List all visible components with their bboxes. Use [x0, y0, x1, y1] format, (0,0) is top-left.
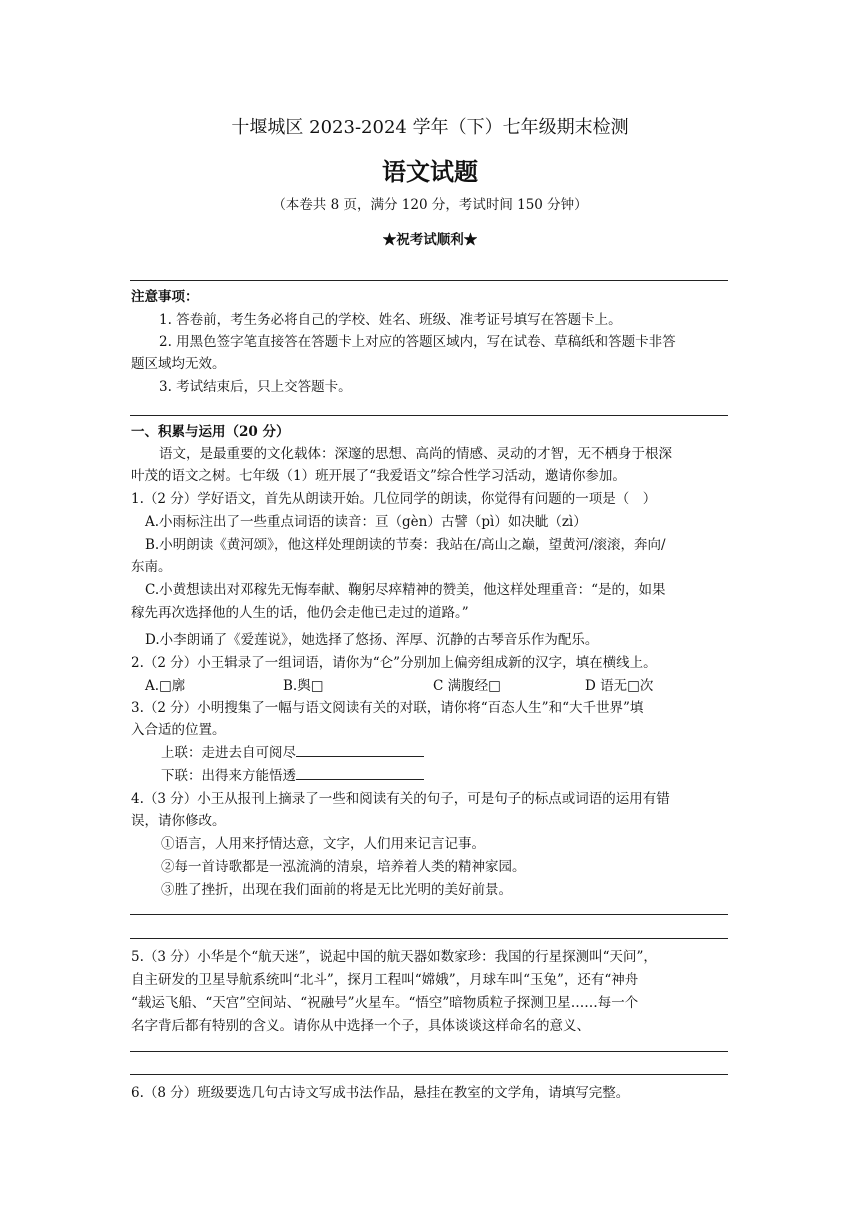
question-6-stem: 6.（8 分）班级要选几句古诗文写成书法作品，悬挂在教室的文学角，请填写完整。 [131, 1085, 630, 1101]
question-1-option-c: 稼先再次选择他的人生的话，他仍会走他已走过的道路。” [131, 605, 469, 621]
exam-title: 十堰城区 2023-2024 学年（下）七年级期末检测 [231, 117, 629, 138]
intro-text: 语文，是最重要的文化载体：深邃的思想、高尚的情感、灵动的才智，无不栖身于根深 [159, 446, 672, 462]
question-1-option-c: C.小黄想读出对邓稼先无悔奉献、鞠躬尽瘁精神的赞美，他这样处理重音：“是的，如果 [145, 582, 666, 598]
answer-blank[interactable] [296, 765, 424, 780]
question-3-stem: 3.（2 分）小明搜集了一幅与语文阅读有关的对联，请你将“百态人生”和“大千世界”填 [131, 700, 644, 716]
exam-info: （本卷共 8 页，满分 120 分，考试时间 150 分钟） [272, 197, 588, 213]
question-4-sentence: ①语言，人用来抒情达意，文字，人们用来记言记事。 [161, 836, 485, 852]
question-1-option-a: A.小雨标注出了一些重点词语的读音：亘（gèn）古譬（pì）如决眦（zì） [145, 514, 587, 530]
notice-item: 2. 用黑色签字笔直接答在答题卡上对应的答题区域内，写在试卷、草稿纸和答题卡非答 [159, 334, 676, 350]
divider-notice [130, 415, 728, 416]
couplet-lower [161, 765, 424, 786]
question-2-option: A.□廓 [145, 678, 186, 694]
question-1-stem: 1.（2 分）学好语文，首先从朗读开始。几位同学的朗读，你觉得有问题的一项是（ ） [131, 491, 657, 507]
question-5-stem: 名字背后都有特别的含义。请你从中选择一个子，具体谈谈这样命名的意义、 [131, 1018, 590, 1034]
question-4-stem: 4.（3 分）小王从报刊上摘录了一些和阅读有关的句子，可是句子的标点或词语的运用有错 [131, 791, 670, 807]
question-4-sentence: ③胜了挫折，出现在我们面前的将是无比光明的美好前景。 [161, 882, 512, 898]
notice-item: 3. 考试结束后，只上交答题卡。 [159, 379, 352, 395]
section-heading: 一、积累与运用（20 分） [131, 424, 290, 440]
divider-top [130, 280, 728, 281]
question-1-option-d: D.小李朗诵了《爱莲说》，她选择了悠扬、浑厚、沉静的古琴音乐作为配乐。 [145, 632, 599, 648]
question-1-option-b: 东南。 [131, 559, 172, 575]
question-2-option: C 满腹经□ [433, 678, 501, 694]
wish-line: ★祝考试顺利★ [382, 232, 478, 248]
subject-title: 语文试题 [382, 157, 478, 186]
question-2-option: B.舆□ [283, 678, 324, 694]
question-2-stem: 2.（2 分）小王辑录了一组词语，请你为“仑”分别加上偏旁组成新的汉字，填在横线上。 [131, 655, 657, 671]
couplet-lower-text: 下联：出得来方能悟透 [161, 768, 296, 784]
intro-text: 叶茂的语文之树。七年级（1）班开展了“我爱语文”综合性学习活动，邀请你参加。 [131, 468, 626, 484]
notice-item: 1. 答卷前，考生务必将自己的学校、姓名、班级、准考证号填写在答题卡上。 [159, 312, 622, 328]
question-5-stem: “载运飞船、“天宫”空间站、“祝融号”火星车。“悟空”暗物质粒子探测卫星……每一个 [131, 995, 639, 1011]
question-3-stem: 入合适的位置。 [131, 722, 226, 738]
notice-heading: 注意事项： [131, 289, 199, 305]
answer-line[interactable] [130, 1074, 728, 1075]
question-2-option: D 语无□次 [585, 678, 654, 694]
question-5-stem: 5.（3 分）小华是个“航天迷”，说起中国的航天器如数家珍：我国的行星探测叫“天问”， [131, 949, 657, 965]
question-4-sentence: ②每一首诗歌都是一泓流淌的清泉，培养着人类的精神家园。 [161, 859, 526, 875]
answer-blank[interactable] [296, 742, 424, 757]
answer-line[interactable] [130, 1051, 728, 1052]
question-4-stem: 误，请你修改。 [131, 813, 226, 829]
couplet-upper [161, 742, 424, 763]
couplet-upper-text: 上联：走进去自可阅尽 [161, 745, 296, 761]
answer-line[interactable] [130, 914, 728, 915]
answer-line[interactable] [130, 938, 728, 939]
question-5-stem: 自主研发的卫星导航系统叫“北斗”，探月工程叫“嫦娥”，月球车叫“玉兔”，还有“神舟 [131, 972, 639, 988]
question-1-option-b: B.小明朗读《黄河颂》，他这样处理朗读的节奏：我站在/高山之巅，望黄河/滚滚，奔向/ [145, 537, 666, 553]
notice-item: 题区域均无效。 [131, 356, 226, 372]
